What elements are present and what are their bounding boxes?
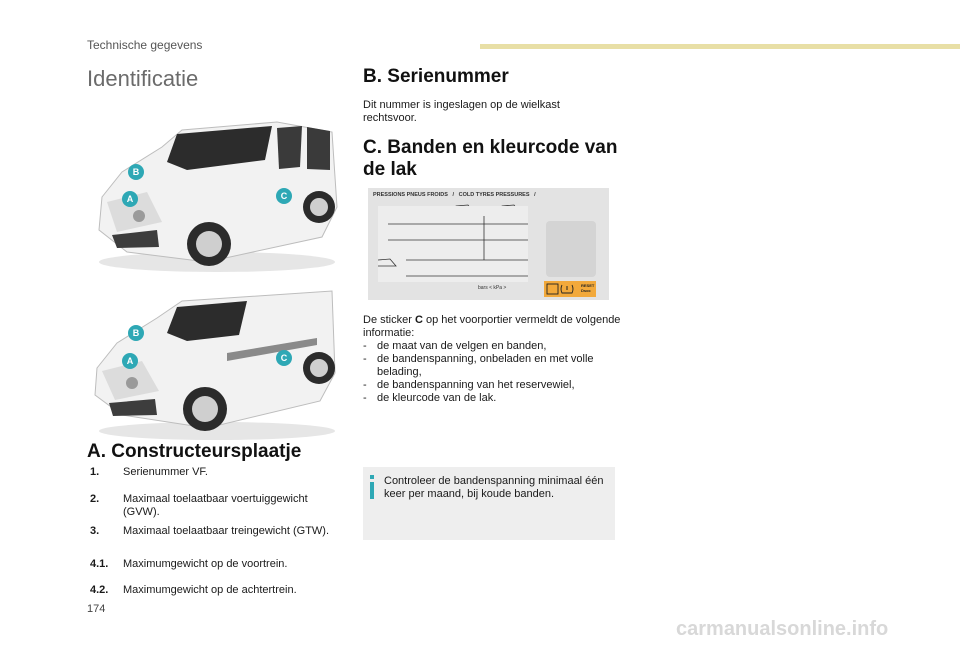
sticker-intro: De sticker C op het voorportier vermeldt de volgende informatie: — [363, 314, 621, 339]
section-c-title: C. Banden en kleurcode van de lak — [363, 137, 618, 180]
list-item: - de bandenspanning van het reservewiel, — [363, 379, 575, 391]
sticker-header: PRESSIONS PNEUS FROIDS / COLD TYRES PRESSURES / — [373, 192, 536, 198]
list-item: - de bandenspanning, onbeladen en met volle belading, — [363, 353, 594, 378]
sticker-units: bars < kPa > — [478, 285, 507, 291]
marker-c-car1: C — [276, 188, 292, 204]
info-note — [363, 467, 615, 540]
section-b-text: Dit nummer is ingeslagen op de wielkast rechtsvoor. — [363, 99, 560, 124]
marker-a-car1: A — [122, 191, 138, 207]
tyre-pressure-sticker — [368, 188, 609, 300]
header-accent-bar — [480, 44, 960, 49]
info-icon — [369, 475, 375, 499]
sticker-paint-area — [546, 221, 596, 277]
section-header: Technische gegevens — [87, 38, 203, 52]
section-b-title: B. Serienummer — [363, 66, 509, 87]
marker-c-car2: C — [276, 350, 292, 366]
watermark: carmanualsonline.info — [676, 618, 889, 640]
list-item: - de maat van de velgen en banden, — [363, 340, 547, 352]
marker-b-car2: B — [128, 325, 144, 341]
page-title: Identificatie — [87, 66, 199, 91]
marker-b-car1: B — [128, 164, 144, 180]
tyre-warning-icon — [544, 281, 578, 297]
sticker-pressure-table — [378, 206, 528, 282]
list-item: - de kleurcode van de lak. — [363, 392, 497, 404]
marker-a-car2: A — [122, 353, 138, 369]
page-number: 174 — [87, 603, 106, 615]
info-note-text: Controleer de bandenspanning minimaal één keer per maand, bij koude banden. — [384, 475, 604, 500]
sticker-reset: RESET Dsoc — [581, 283, 595, 293]
section-a-title: A. Constructeursplaatje — [87, 441, 302, 462]
sticker-description — [363, 314, 623, 405]
